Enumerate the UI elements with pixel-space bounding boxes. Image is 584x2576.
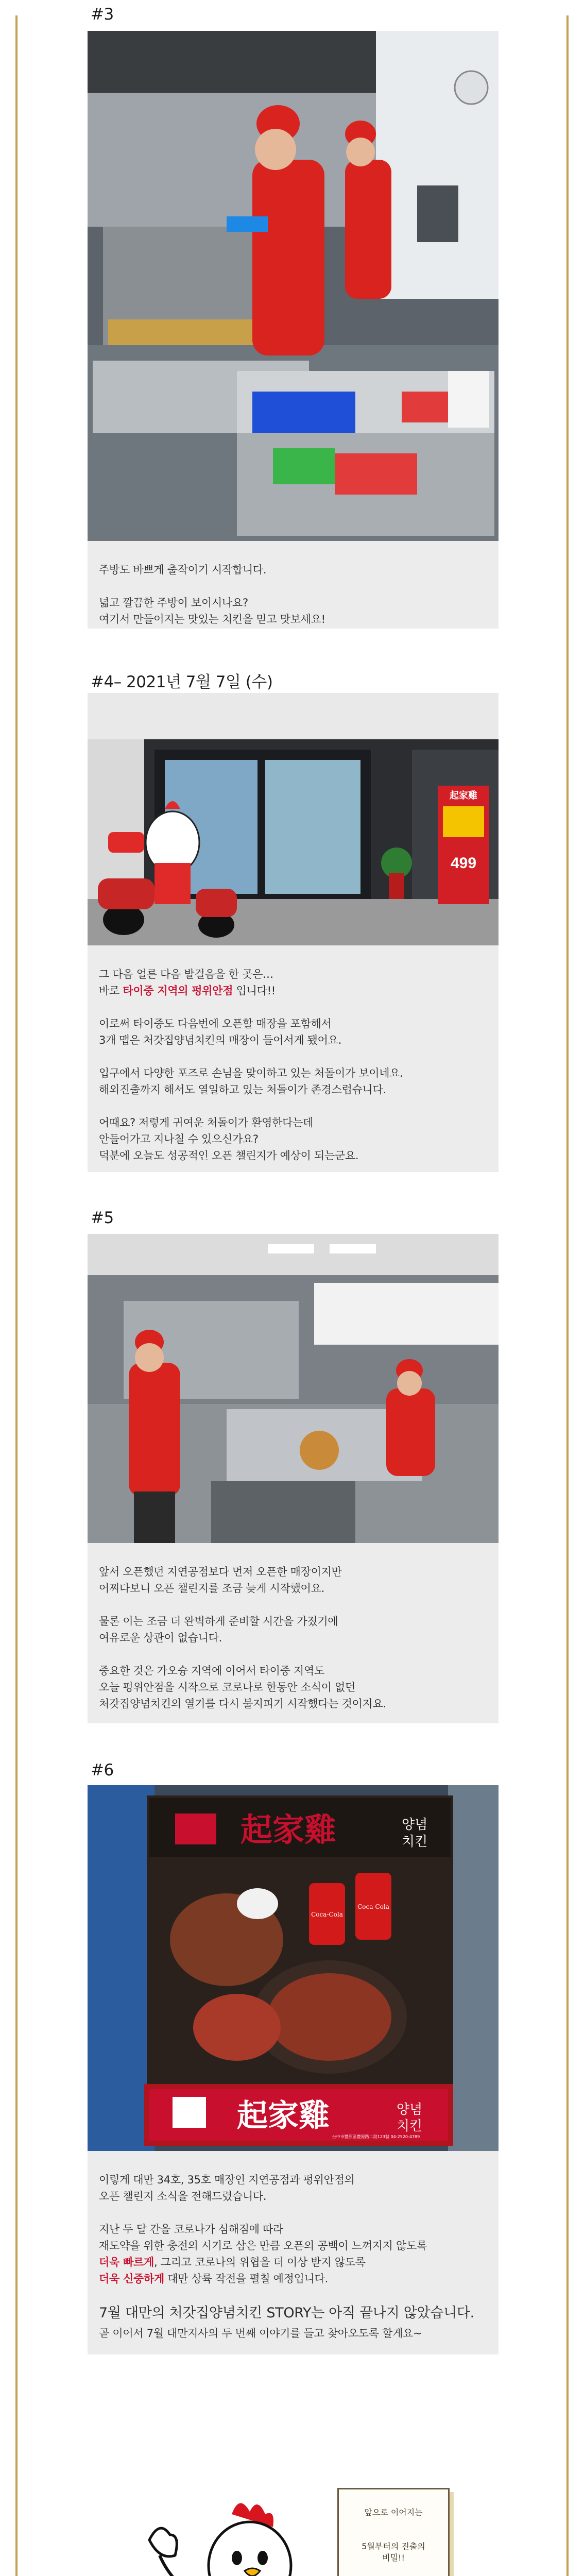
section-5-heading: #5 xyxy=(91,1209,114,1227)
section-4-paragraph-2: 이로써 타이중도 다음번에 오픈할 매장을 포함해서 3개 맵은 처갓집양념치킨의 매장이 들어서게 됐어요. xyxy=(99,1018,342,1046)
section-6-paragraph-2 xyxy=(99,2221,486,2287)
section-5-paragraph-1: 앞서 오픈했던 지연공점보다 먼저 오픈한 매장이지만 어찌다보니 오픈 챌린지를 조금 늦게 시작했어요. xyxy=(99,1566,342,1595)
section-4-heading: #4– 2021년 7월 7일 (수) xyxy=(91,673,273,691)
section-6-p2-b: , 그리고 코로나의 위협을 더 이상 받지 않도록 xyxy=(153,2256,366,2268)
section-6-p2-a: 지난 두 달 간을 코로나가 심해짐에 따라 재도약을 위한 충전의 시기로 삼은 만큼 오픈의 공백이 느껴지지 않도록 xyxy=(99,2223,427,2252)
kitchen-photo xyxy=(88,31,499,541)
section-5-paragraph-2: 물론 이는 조금 더 완벽하게 준비할 시간을 가졌기에 여유로운 상관이 없습니다. xyxy=(99,1615,338,1644)
note-line-2: 5월부터의 진출의 비밀!! xyxy=(362,2541,425,2563)
chicken-mascot xyxy=(144,2494,350,2576)
section-4-p1-post: 입니다!! xyxy=(233,985,276,997)
sign-sub-bottom-2b: 치킨 xyxy=(397,2119,423,2134)
sign-address: 台中市豐原區豐原路二段123號 04-2520-4789 xyxy=(332,2134,420,2139)
section-6-paragraph-3 xyxy=(99,2303,486,2343)
section-6-textbox xyxy=(88,2151,499,2354)
section-6-p3-a: 7월 대만의 처갓집양념치킨 STORY는 아직 끝나지 않았습니다. xyxy=(99,2305,474,2321)
store-kitchen-photo xyxy=(88,1234,499,1543)
section-4-paragraph-4: 어때요? 저렇게 귀여운 처돌이가 환영한다는데 안들어가고 지나칠 수 있으신가요? 덕분에 오늘도 성공적인 오픈 챌린지가 예상이 되는군요. xyxy=(99,1116,359,1162)
right-border-line xyxy=(566,15,569,2576)
note-line-1: 앞으로 이어지는 xyxy=(364,2507,423,2517)
section-6-p3-b: 곧 이어서 7월 대만지사의 두 번째 이야기를 들고 찾아오도록 할게요~ xyxy=(99,2327,422,2340)
coke-can-1: Coca-Cola xyxy=(311,1911,343,1918)
section-4-p1-highlight: 타이중 지역의 펑위안점 xyxy=(123,985,233,997)
section-6-p2-c: 대만 상륙 작전을 펼칠 예정입니다. xyxy=(164,2273,328,2285)
left-border-line xyxy=(15,15,18,2576)
standee-brand: 起家雞 xyxy=(450,790,477,801)
section-6-p2-highlight-2: 더욱 신중하게 xyxy=(99,2273,164,2285)
storefront-photo xyxy=(88,693,499,945)
section-3-paragraph-2: 넓고 깔끔한 주방이 보이시나요? 여기서 만들어지는 맛있는 치킨을 믿고 맛보세요! xyxy=(99,597,325,625)
section-5-paragraph-3: 중요한 것은 가오슝 지역에 이어서 타이중 지역도 오늘 펑위안점을 시작으로 코로나로 한동안 소식이 없던 처갓집양념치킨의 열기를 다시 불지피기 시작했다는 것이지요. xyxy=(99,1665,386,1710)
section-4-p1-line-a: 그 다음 얼른 다음 발걸음을 한 곳은… xyxy=(99,968,273,980)
sign-brand-bottom: 起家雞 xyxy=(237,2098,330,2134)
section-3-paragraph-1: 주방도 바쁘게 출작이기 시작합니다. xyxy=(99,564,267,576)
announcement-note xyxy=(337,2488,450,2576)
section-4-paragraph-3: 입구에서 다양한 포즈로 손님을 맞이하고 있는 처돌이가 보이네요. 해외진출까지 해서도 열일하고 있는 처돌이가 존경스럽습니다. xyxy=(99,1067,403,1096)
standee-price: 499 xyxy=(450,855,477,872)
section-6-heading: #6 xyxy=(91,1761,114,1780)
section-3-heading: #3 xyxy=(91,5,114,24)
section-6-paragraph-1: 이렇게 대만 34호, 35호 매장인 지연공점과 펑위안점의 오픈 챌린지 소식을 전해드렸습니다. xyxy=(99,2174,355,2202)
section-3-textbox xyxy=(88,541,499,629)
coke-can-2: Coca-Cola xyxy=(357,1903,389,1910)
section-5-textbox xyxy=(88,1543,499,1723)
section-6-p2-highlight-1: 더욱 빠르게 xyxy=(99,2256,154,2268)
section-4-paragraph-1 xyxy=(99,966,486,999)
section-4-textbox xyxy=(88,945,499,1172)
sign-sub-top: 양념 xyxy=(402,1817,428,1833)
sign-sub-bottom: 치킨 xyxy=(402,1834,428,1850)
store-sign-photo xyxy=(88,1785,499,2151)
section-4-p1-pre: 바로 xyxy=(99,985,123,997)
sign-brand-top: 起家雞 xyxy=(240,1811,337,1849)
sign-sub-bottom-2a: 양념 xyxy=(397,2102,423,2117)
